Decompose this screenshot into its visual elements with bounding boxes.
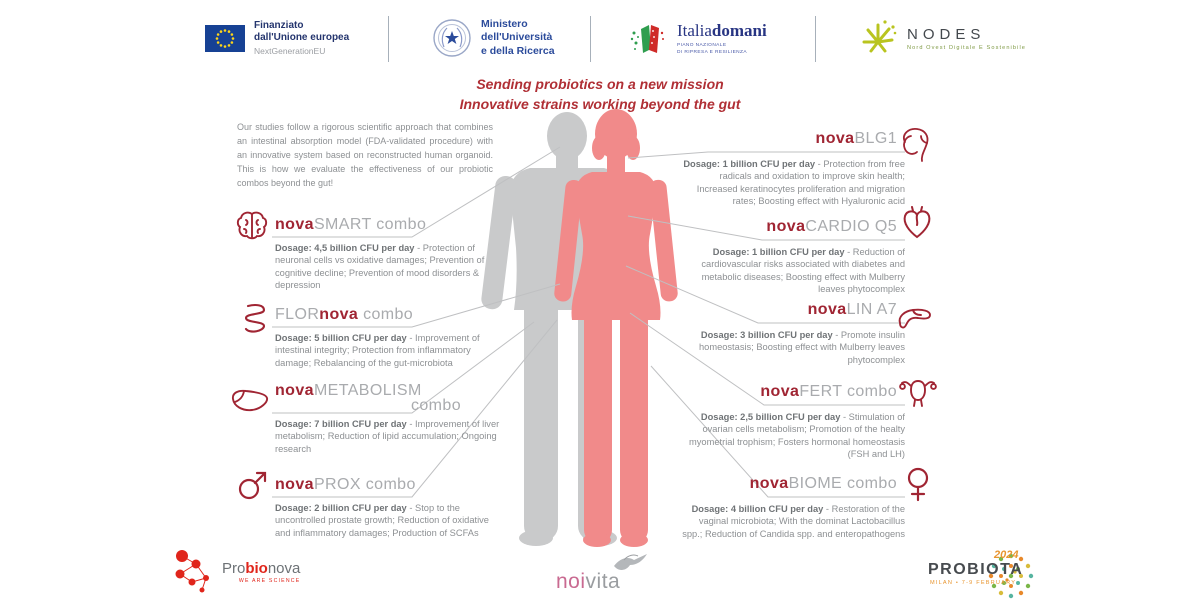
page-title-line1: Sending probiotics on a new mission — [476, 76, 724, 92]
nodes-logo — [858, 18, 1026, 60]
page-title-line2: Innovative strains working beyond the gut — [459, 96, 741, 113]
product-title-novaprox: novaPROX combo — [275, 476, 416, 493]
product-title-novacardio: novaCARDIO Q5 — [766, 218, 897, 235]
probionova-wordmark: Probionova — [222, 559, 301, 577]
product-title-novametabolism: novaMETABOLISM combo — [275, 382, 461, 414]
product-desc-novametabolism: Dosage: 7 billion CFU per day - Improvement of liver metabolism; Reduction of lipid accumulation; Ongoing research — [275, 419, 500, 454]
molecule-icon — [172, 548, 218, 596]
probionova-tagline: WE ARE SCIENCE — [238, 577, 301, 584]
italiadomani-logo — [628, 18, 767, 60]
product-desc-novacardio: Dosage: 1 billion CFU per day - Reduction of cardiovascular risks associated with diabetes and metabolic diseases; Boosting effect with Mulberry leaves phytocomplex — [701, 247, 905, 295]
nodes-title: NODES — [907, 26, 986, 43]
italiadomani-title: Italiadomani — [677, 20, 767, 40]
product-title-flornova: FLORnova combo — [275, 306, 414, 323]
intestine-icon — [238, 301, 270, 337]
ministero-line1: Ministero — [481, 18, 528, 31]
eu-funding-logo — [205, 20, 349, 56]
nodes-star-icon — [858, 18, 898, 60]
eu-funding-line3: NextGenerationEU — [254, 46, 326, 56]
header-divider — [815, 16, 816, 62]
male-icon — [236, 468, 270, 502]
uterus-icon — [899, 373, 937, 411]
intro-paragraph: Our studies follow a rigorous scientific approach that combines an intestinal absorption model (FDA-validated procedure) with an innovative system based on reconstructed human organoid. This is how we evaluate the effectiveness of our probiotic combos beyond the gut! — [237, 122, 493, 188]
eu-funding-line1: Finanziato — [254, 20, 304, 31]
product-title-novafert: novaFERT combo — [760, 383, 897, 400]
ministero-logo — [432, 18, 555, 58]
female-icon — [901, 466, 935, 504]
product-title-novasmart: novaSMART combo — [275, 216, 427, 233]
product-desc-flornova: Dosage: 5 billion CFU per day - Improvement of intestinal integrity; Protection from inflammatory damage; Rebalancing of the gut-microbiota — [275, 333, 480, 368]
probiota-wordmark: PROBIOTA — [928, 561, 1024, 578]
italiadomani-flag-icon — [628, 18, 668, 60]
product-desc-novalin: Dosage: 3 billion CFU per day - Promote insulin homeostasis; Boosting effect with Mulberry leaves phytocomplex — [698, 330, 905, 365]
product-desc-novafert: Dosage: 2,5 billion CFU per day - Stimulation of ovarian cells metabolism; Promotion of the healty myometrial trophism; Fosters hormonal homeostasis (FSH and LH) — [689, 412, 905, 460]
product-title-novalin: novaLIN A7 — [807, 301, 897, 318]
ministero-line2: dell'Università — [481, 31, 553, 44]
header-divider — [388, 16, 389, 62]
product-desc-novabiome: Dosage: 4 billion CFU per day - Restoration of the vaginal microbiota; With the dominat Lactobacillus spp.; Reduction of Candida spp. and enteropathogens — [682, 504, 905, 539]
page-title — [0, 74, 1200, 115]
eu-funding-line2: dall'Unione europea — [254, 32, 350, 43]
brain-icon — [234, 208, 270, 244]
probiota-year: 2024 — [994, 549, 1019, 561]
probiota-subtitle: MILAN • 7-9 FEBRUARY — [930, 580, 1017, 586]
product-title-novablg1: novaBLG1 — [815, 130, 897, 147]
header-divider — [590, 16, 591, 62]
ministero-emblem-icon — [432, 18, 472, 58]
noivita-wordmark: noivita — [556, 570, 621, 593]
probionova-logo — [172, 548, 300, 596]
liver-icon — [230, 385, 270, 415]
ministero-line3: e della Ricerca — [481, 44, 555, 57]
nodes-subtitle: Nord Ovest Digitale E Sostenibile — [907, 45, 1027, 51]
product-desc-novaprox: Dosage: 2 billion CFU per day - Stop to the uncontrolled prostate growth; Reduction of oxidative and inflammatory damages; Production of SCFAs — [275, 503, 489, 538]
eu-flag-icon — [205, 25, 245, 52]
product-title-novabiome: novaBIOME combo — [749, 475, 897, 492]
product-desc-novablg1: Dosage: 1 billion CFU per day - Protection from free radicals and oxidation to improve skin health; Increased keratinocytes proliferation and migration rates; Boosting effect with Hyaluronic acid — [683, 159, 905, 207]
heart-icon — [899, 206, 935, 242]
product-desc-novasmart: Dosage: 4,5 billion CFU per day - Protection of neuronal cells vs oxidative damages; Prevention of cognitive decline; Prevention of mood disorders & depression — [275, 243, 485, 291]
italiadomani-subtitle: PIANO NAZIONALE DI RIPRESA E RESILIENZA — [677, 42, 747, 55]
